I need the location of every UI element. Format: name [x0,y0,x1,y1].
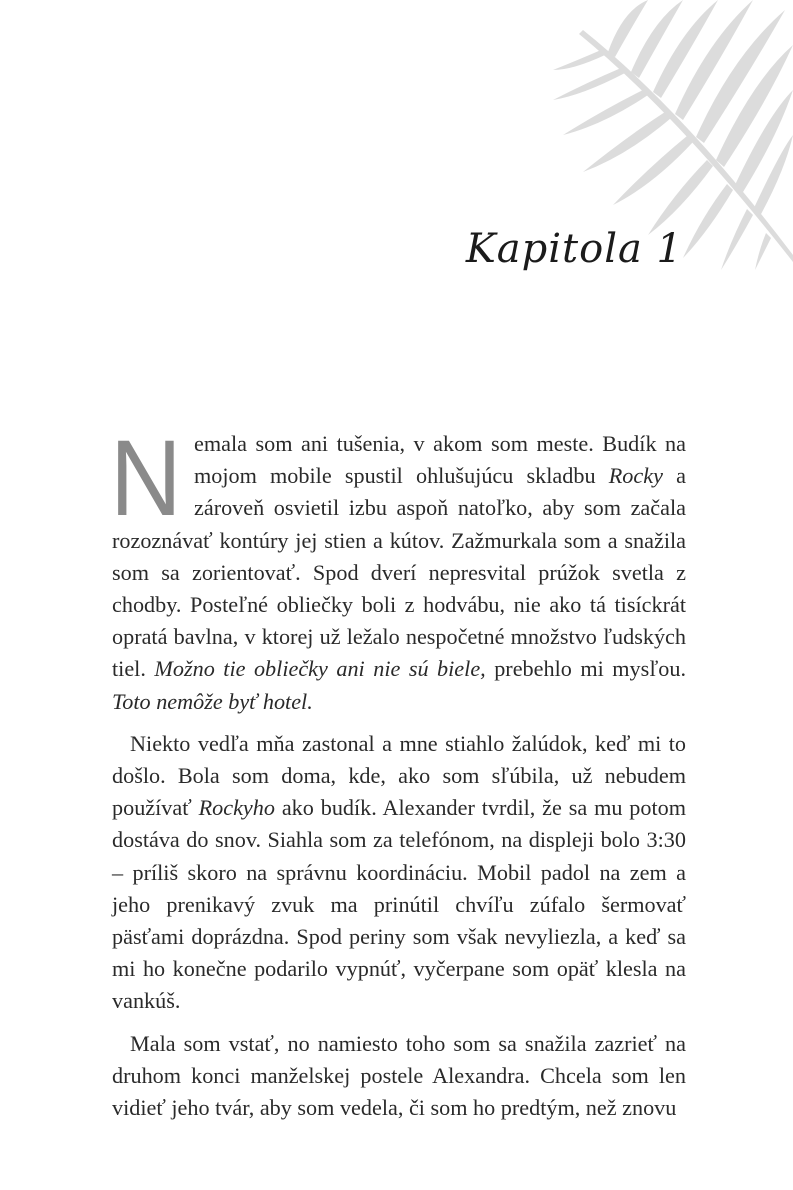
paragraph-2-italic-1: Rockyho [198,795,275,821]
chapter-body [110,417,686,1134]
paragraph-2-text-1: Niekto vedľa mňa zastonal a mne stiahlo žalúdok, keď mi to došlo. Bola som doma, kde, ako som sľúbila, už nebudem používať [112,730,686,821]
paragraph-2-text-2: ako budík. Alexander tvrdil, že sa mu potom dostáva do snov. Siahla som za telefónom, na displeji bolo 3:30 – príliš skoro na správnu koordináciu. Mobil padol na zem a jeho prenikavý zvuk ma prinútil chvíľu zúfalo šermovať päsťami doprázdna. Spod periny som však nevyliezla, a keď sa mi ho konečne podarilo vypnúť, vyčerpane som opäť klesla na vankúš. [112,795,686,1014]
paragraph-2 [112,728,686,1018]
paragraph-1-italic-1: Rocky [608,463,663,489]
paragraph-1-italic-3: Toto nemôže byť hotel. [112,688,313,714]
paragraph-3 [112,1028,686,1125]
chapter-title: Kapitola 1 [465,226,683,272]
paragraph-3-text-1: Mala som vstať, no namiesto toho som sa snažila zazrieť na druhom konci manželskej postele Alexandra. Chcela som len vidieť jeho tvár, aby som vedela, či som ho predtým, než znovu [112,1030,686,1121]
paragraph-1 [110,417,686,718]
paragraph-1-text-3: prebehlo mi mysľou. [485,656,686,682]
paragraph-1-text-1: emala som ani tušenia, v akom som meste. Budík na mojom mobile spustil ohlušujúcu skladbu [194,431,686,489]
drop-cap: N [110,417,182,538]
paragraph-1-text-2: a zároveň osvietil izbu aspoň natoľko, aby som začala rozoznávať kontúry jej stien a kútov. Zažmurkala som a snažila som sa zorientovať. Spod dverí nepresvital prúžok svetla z chodby. Posteľné obliečky boli z hodvábu, nie ako tá tisíckrát opratá bavlna, v ktorej už ležalo nespočetné množstvo ľudských tiel. [112,463,686,682]
paragraph-1-italic-2: Možno tie obliečky ani nie sú biele, [154,656,486,682]
